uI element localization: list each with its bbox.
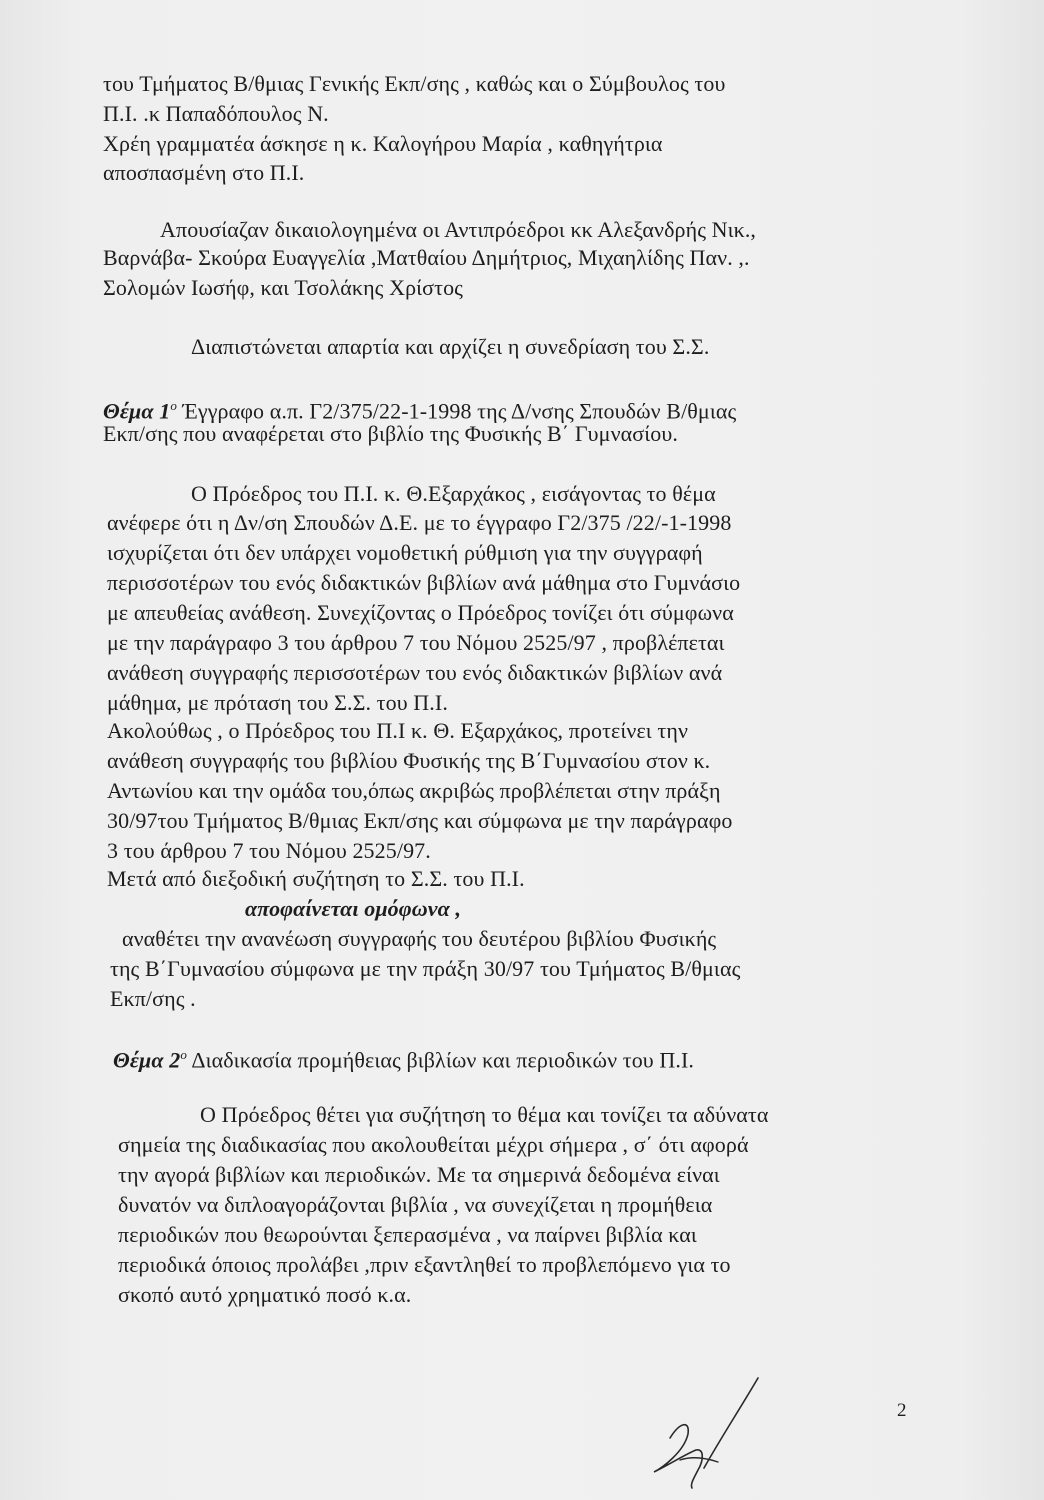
text-line: με απευθείας ανάθεση. Συνεχίζοντας ο Πρόεδρος τονίζει ότι σύμφωνα xyxy=(107,600,734,625)
text-line: δυνατόν να διπλοαγοράζονται βιβλία , να συνεχίζεται η προμήθεια xyxy=(118,1192,713,1217)
text-line: Αντωνίου και την ομάδα του,όπως ακριβώς προβλέπεται στην πράξη xyxy=(107,778,721,803)
theme-2-label: Θέμα 2 xyxy=(113,1047,181,1073)
theme-2-heading xyxy=(113,1042,694,1073)
text-line: αναθέτει την ανανέωση συγγραφής του δευτέρου βιβλίου Φυσικής xyxy=(122,926,717,951)
text-line: Μετά από διεξοδική συζήτηση το Σ.Σ. του Π.Ι. xyxy=(107,866,525,891)
text-line: ανάθεση συγγραφής του βιβλίου Φυσικής της Β΄Γυμνασίου στον κ. xyxy=(107,748,711,773)
theme-1-text: Έγγραφο α.π. Γ2/375/22-1-1998 της Δ/νσης Σπουδών Β/θμιας xyxy=(176,398,737,424)
text-line: την αγορά βιβλίων και περιοδικών. Με τα σημερινά δεδομένα είναι xyxy=(118,1162,720,1187)
text-line: περιοδικά όποιος προλάβει ,πριν εξαντληθεί το προβλεπόμενο για το xyxy=(118,1252,731,1277)
signature-initials xyxy=(640,1372,770,1492)
theme-1-superscript: ο xyxy=(170,398,177,413)
text-line: Ο Πρόεδρος θέτει για συζήτηση το θέμα και τονίζει τα αδύνατα xyxy=(200,1102,769,1127)
text-line: Διαπιστώνεται απαρτία και αρχίζει η συνεδρίαση του Σ.Σ. xyxy=(191,334,710,359)
text-line: Χρέη γραμματέα άσκησε η κ. Καλογήρου Μαρία , καθηγήτρια xyxy=(103,131,663,156)
text-line: σημεία της διαδικασίας που ακολουθείται μέχρι σήμερα , σ΄ ότι αφορά xyxy=(118,1132,749,1157)
text-line: ανάθεση συγγραφής περισσοτέρων του ενός διδακτικών βιβλίων ανά xyxy=(107,660,723,685)
text-line: περισσοτέρων του ενός διδακτικών βιβλίων ανά μάθημα στο Γυμνάσιο xyxy=(107,570,741,595)
text-line: του Τμήματος Β/θμιας Γενικής Εκπ/σης , καθώς και ο Σύμβουλος του xyxy=(103,71,726,96)
decision-heading: αποφαίνεται ομόφωνα , xyxy=(245,896,462,921)
text-line: 30/97του Τμήματος Β/θμιας Εκπ/σης και σύμφωνα με την παράγραφο xyxy=(107,808,733,833)
page-number: 2 xyxy=(897,1400,907,1421)
theme-2-superscript: ο xyxy=(180,1047,187,1062)
text-line: μάθημα, με πρόταση του Σ.Σ. του Π.Ι. xyxy=(107,690,448,715)
theme-2-text: Διαδικασία προμήθειας βιβλίων και περιοδικών του Π.Ι. xyxy=(186,1047,694,1073)
text-line: Εκπ/σης . xyxy=(110,986,196,1011)
text-line: με την παράγραφο 3 του άρθρου 7 του Νόμου 2525/97 , προβλέπεται xyxy=(107,630,725,655)
text-line: Σολομών Ιωσήφ, και Τσολάκης Χρίστος xyxy=(103,275,463,300)
text-line: Βαρνάβα- Σκούρα Ευαγγελία ,Ματθαίου Δημήτριος, Μιχαηλίδης Παν. ,. xyxy=(103,245,750,270)
text-line: αποσπασμένη στο Π.Ι. xyxy=(103,160,305,185)
text-line: Π.Ι. .κ Παπαδόπουλος Ν. xyxy=(103,101,329,126)
text-line: Ο Πρόεδρος του Π.Ι. κ. Θ.Εξαρχάκος , εισάγοντας το θέμα xyxy=(191,481,716,506)
text-line: Απουσίαζαν δικαιολογημένα οι Αντιπρόεδροι κκ Αλεξανδρής Νικ., xyxy=(160,217,757,242)
text-line: ισχυρίζεται ότι δεν υπάρχει νομοθετική ρύθμιση για την συγγραφή xyxy=(107,540,703,565)
text-line: Ακολούθως , ο Πρόεδρος του Π.Ι κ. Θ. Εξαρχάκος, προτείνει την xyxy=(107,718,688,743)
text-line: Εκπ/σης που αναφέρεται στο βιβλίο της Φυσικής Β΄ Γυμνασίου. xyxy=(103,421,678,446)
text-line: 3 του άρθρου 7 του Νόμου 2525/97. xyxy=(107,838,431,863)
text-line: σκοπό αυτό χρηματικό ποσό κ.α. xyxy=(118,1282,412,1307)
text-line: ανέφερε ότι η Δν/ση Σπουδών Δ.Ε. με το έγγραφο Γ2/375 /22/-1-1998 xyxy=(107,510,732,535)
text-line: της Β΄Γυμνασίου σύμφωνα με την πράξη 30/97 του Τμήματος Β/θμιας xyxy=(110,956,741,981)
theme-1-label: Θέμα 1 xyxy=(103,398,171,424)
theme-1-heading xyxy=(103,393,736,424)
text-line: περιοδικών που θεωρούνται ξεπερασμένα , να παίρνει βιβλία και xyxy=(118,1222,697,1247)
